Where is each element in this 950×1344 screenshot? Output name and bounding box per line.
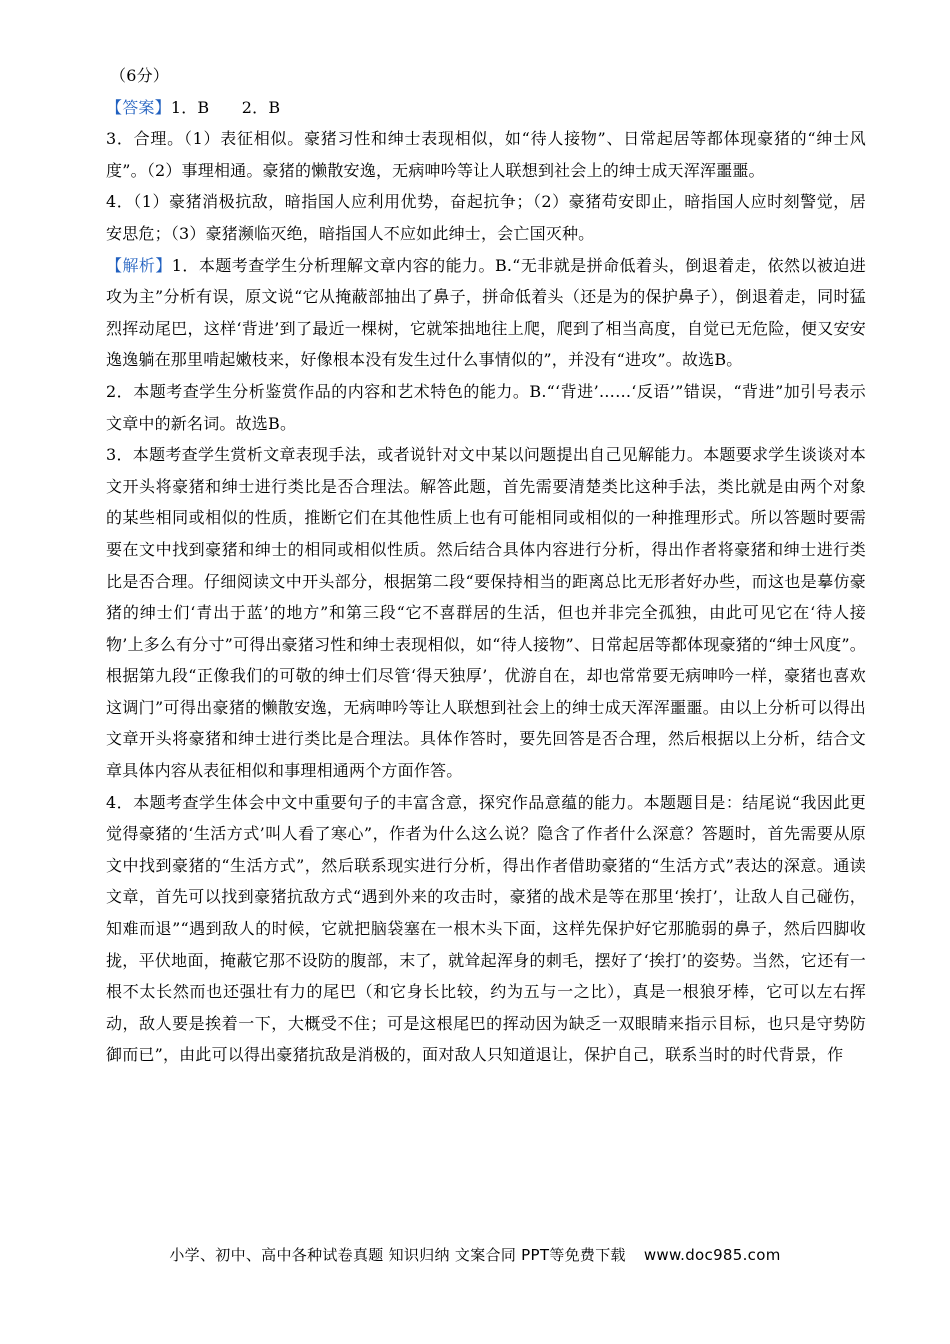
- analysis-1-paragraph: [106, 250, 866, 376]
- analysis-1: 1．本题考查学生分析理解文章内容的能力。B.“无非就是拼命低着头，倒退着走，依然以被迫进攻为主”分析有误，原文说“它从掩蔽部抽出了鼻子，拼命低着头（还是为的保护鼻子），倒退着走，同时猛烈挥动尾巴，这样‘背进’到了最近一棵树，它就笨拙地往上爬，爬到了相当高度，自觉已无危险，便又安安逸逸躺在那里啃起嫩枝来，好像根本没有发生过什么事情似的”，并没有“进攻”。故选B。: [106, 255, 866, 370]
- analysis-tag: 【解析】: [106, 255, 172, 275]
- answer-3: 3．合理。（1）表征相似。豪猪习性和绅士表现相似，如“待人接物”、日常起居等都体现豪猪的“绅士风度”。（2）事理相通。豪猪的懒散安逸，无病呻吟等让人联想到社会上的绅士成天浑浑噩噩。: [106, 129, 866, 180]
- answer-text: 1．B 2．B: [170, 97, 281, 117]
- analysis-3: 3．本题考查学生赏析文章表现手法，或者说针对文中某以问题提出自己见解能力。本题要求学生谈谈对本文开头将豪猪和绅士进行类比是否合理法。解答此题，首先需要清楚类比这种手法，类比就是由两个对象的某些相同或相似的性质，推断它们在其他性质上也有可能相同或相似的一种推理形式。所以答题时要需要在文中找到豪猪和绅士的相同或相似性质。然后结合具体内容进行分析，得出作者将豪猪和绅士进行类比是否合理。仔细阅读文中开头部分，根据第二段“要保持相当的距离总比无形者好办些，而这也是摹仿豪猪的绅士们‘青出于蓝’的地方”和第三段“它不喜群居的生活，但也并非完全孤独，由此可见它在‘待人接物’上多么有分寸”可得出豪猪习性和绅士表现相似，如“待人接物”、日常起居等都体现豪猪的“绅士风度”。根据第九段“正像我们的可敬的绅士们尽管‘得天独厚’，优游自在，却也常常要无病呻吟一样，豪猪也喜欢这调门”可得出豪猪的懒散安逸，无病呻吟等让人联想到社会上的绅士成天浑浑噩噩。由以上分析可以得出文章开头将豪猪和绅士进行类比是合理法。具体作答时，要先回答是否合理，然后根据以上分析，结合文章具体内容从表征相似和事理相通两个方面作答。: [106, 445, 866, 781]
- answer-tag: 【答案】: [106, 97, 171, 117]
- document-body: [106, 60, 866, 1071]
- page-footer: [0, 1244, 950, 1265]
- answer-4: 4．（1）豪猪消极抗敌，暗指国人应利用优势，奋起抗争；（2）豪猪苟安即止，暗指国人应时刻警觉，居安思危；（3）豪猪濒临灭绝，暗指国人不应如此绅士，会亡国灭种。: [106, 192, 866, 243]
- analysis-2: 2．本题考查学生分析鉴赏作品的内容和艺术特色的能力。B.“‘背进’……‘反语’”错误，“背进”加引号表示文章中的新名词。故选B。: [106, 381, 866, 433]
- score-note: （6分）: [110, 66, 169, 85]
- footer-text: 小学、初中、高中各种试卷真题 知识归纳 文案合同 PPT等免费下载: [169, 1246, 626, 1264]
- answer-line: [106, 92, 866, 124]
- footer-site-link[interactable]: www.doc985.com: [643, 1246, 781, 1264]
- analysis-4: 4．本题考查学生体会中文中重要句子的丰富含意，探究作品意蕴的能力。本题题目是：结尾说“我因此更觉得豪猪的‘生活方式’叫人看了寒心”，作者为什么这么说？隐含了作者什么深意？答题时，首先需要从原文中找到豪猪的“生活方式”，然后联系现实进行分析，得出作者借助豪猪的“生活方式”表达的深意。通读文章，首先可以找到豪猪抗敌方式“遇到外来的攻击时，豪猪的战术是等在那里‘挨打’，让敌人自己碰伤，知难而退”“遇到敌人的时候，它就把脑袋塞在一根木头下面，这样先保护好它那脆弱的鼻子，然后四脚收拢，平伏地面，掩蔽它那不设防的腹部，末了，就耸起浑身的刺毛，摆好了‘挨打’的姿势。当然，它还有一根不太长然而也还强壮有力的尾巴（和它身长比较，约为五与一之比），真是一根狼牙棒，它可以左右挥动，敌人要是挨着一下，大概受不住；可是这根尾巴的挥动因为缺乏一双眼睛来指示目标，也只是守势防御而已”，由此可以得出豪猪抗敌是消极的，面对敌人只知道退让，保护自己，联系当时的时代背景，作: [106, 792, 866, 1065]
